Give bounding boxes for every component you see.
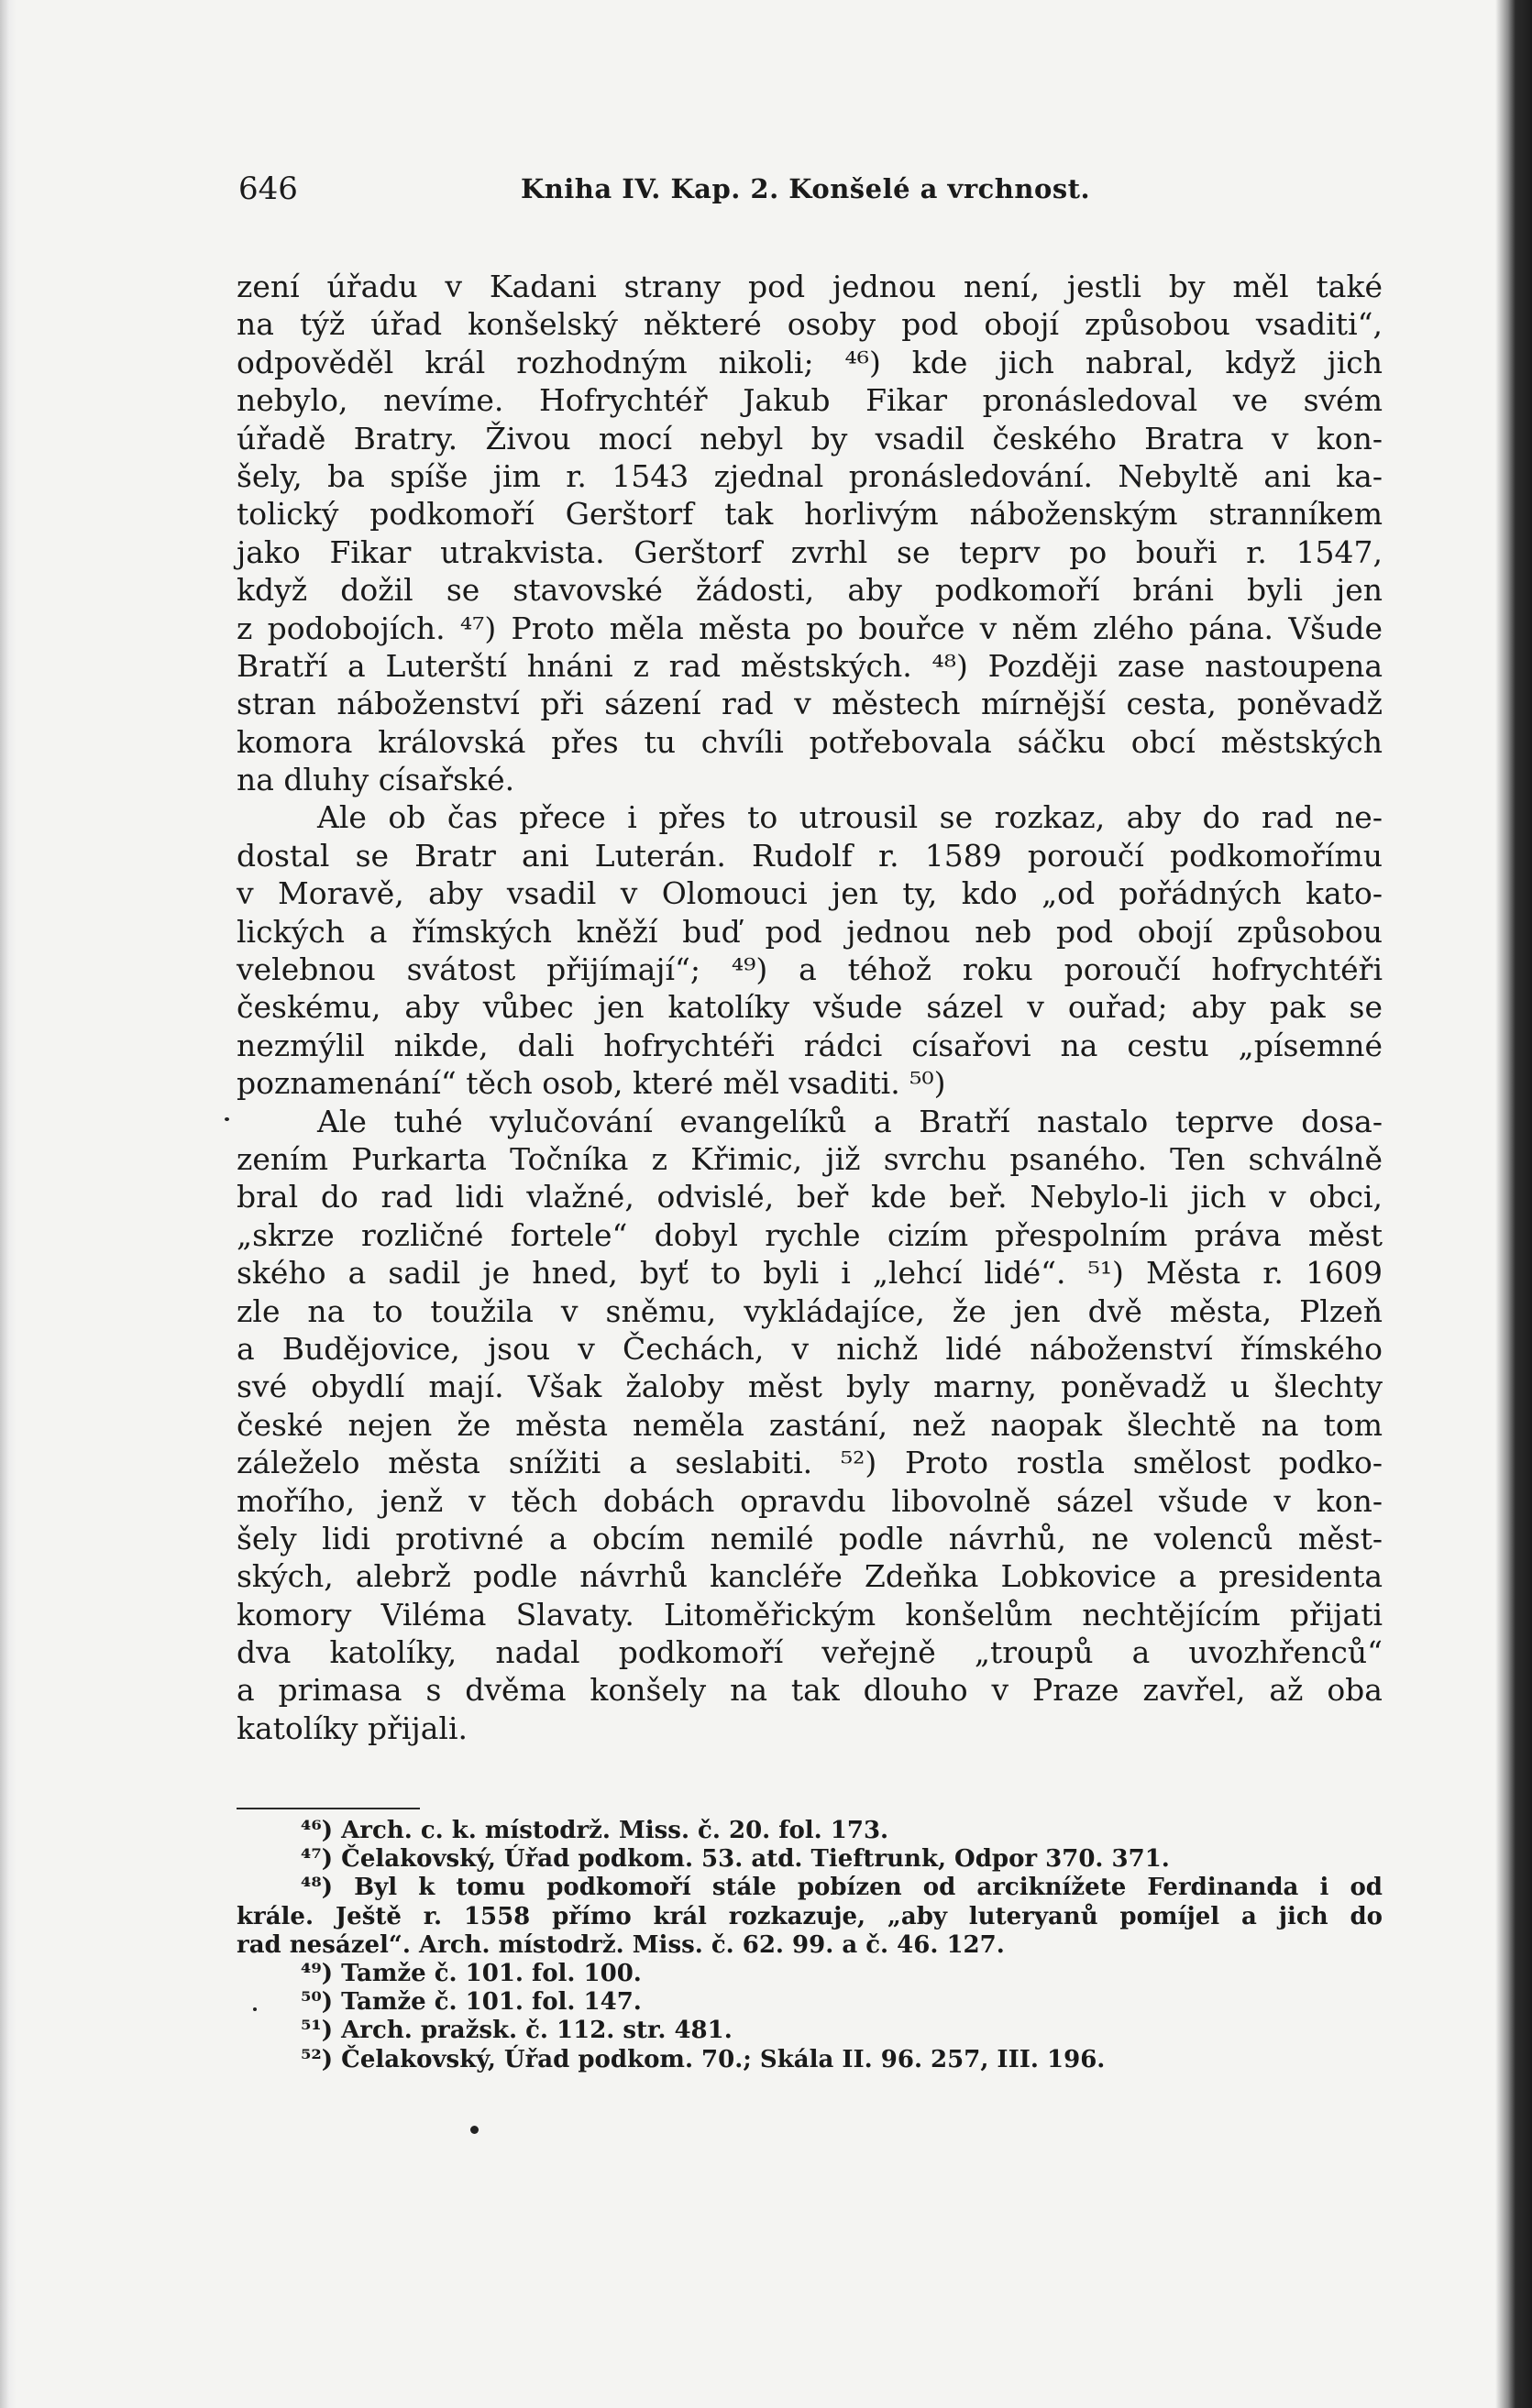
text-line: komora královská přes tu chvíli potřebovala sáčku obcí městských <box>237 723 1383 760</box>
text-line: když dožil se stavovské žádosti, aby podkomoří bráni byli jen <box>237 572 1383 609</box>
scan-right-edge <box>1495 0 1532 2408</box>
text-line: stran náboženství při sázení rad v městech mírnější cesta, poněvadž <box>237 686 1383 722</box>
ink-speck <box>225 1117 229 1121</box>
text-line: nebylo, nevíme. Hofrychtéř Jakub Fikar pronásledoval ve svém <box>237 382 1383 419</box>
paragraph-start-line: Ale tuhé vylučování evangelíků a Bratří nastalo teprve dosa- <box>317 1103 1383 1139</box>
text-line: šely lidi protivné a obcím nemilé podle návrhů, ne volenců měst- <box>237 1520 1383 1556</box>
text-line: z podobojích. ⁴⁷) Proto měla města po bouřce v něm zlého pána. Všude <box>237 610 1383 646</box>
text-line: v Moravě, aby vsadil v Olomouci jen ty, kdo „od pořádných kato- <box>237 875 1383 912</box>
page-number: 646 <box>238 170 298 207</box>
text-line: odpověděl král rozhodným nikoli; ⁴⁶) kde jich nabral, když jich <box>237 344 1383 380</box>
text-line: na týž úřad konšelský některé osoby pod obojí způsobou vsaditi“, <box>237 306 1383 343</box>
ink-speck <box>470 2126 479 2134</box>
text-line: úřadě Bratry. Živou mocí nebyl by vsadil českého Bratra v kon- <box>237 420 1383 456</box>
running-head-title: Kniha IV. Kap. 2. Konšelé a vrchnost. <box>521 173 1091 204</box>
footnote-divider <box>237 1808 420 1809</box>
text-line: katolíky přijali. <box>237 1710 468 1746</box>
text-line: šely, ba spíše jim r. 1543 zjednal pronásledování. Nebyltě ani ka- <box>237 457 1383 494</box>
text-line: české nejen že města neměla zastání, než naopak šlechtě na tom <box>237 1406 1383 1443</box>
footnote-48-continued: krále. Ještě r. 1558 přímo král rozkazuje, „aby luteryanů pomíjel a jich do <box>237 1902 1383 1930</box>
text-line: jako Fikar utrakvista. Gerštorf zvrhl se teprv po bouři r. 1547, <box>237 533 1383 570</box>
text-line: a Budějovice, jsou v Čechách, v nichž lidé náboženství římského <box>237 1330 1383 1367</box>
text-line: komory Viléma Slavaty. Litoměřickým konšelům nechtějícím přijati <box>237 1596 1383 1633</box>
text-line: Bratří a Luterští hnáni z rad městských. ⁴⁸) Později zase nastoupena <box>237 647 1383 684</box>
footnote-50: ⁵⁰) Tamže č. 101. fol. 147. <box>301 1988 642 2017</box>
text-line: ských, alebrž podle návrhů kancléře Zdeňka Lobkovice a presidenta <box>237 1558 1383 1595</box>
text-line: své obydlí mají. Však žaloby měst byly marny, poněvadž u šlechty <box>237 1369 1383 1405</box>
text-line: bral do rad lidi vlažné, odvislé, beř kde beř. Nebylo-li jich v obci, <box>237 1179 1383 1215</box>
text-line: nezmýlil nikde, dali hofrychtéři rádci císařovi na cestu „písemné <box>237 1027 1383 1063</box>
text-line: českému, aby vůbec jen katolíky všude sázel v ouřad; aby pak se <box>237 989 1383 1026</box>
ink-speck <box>253 2007 257 2011</box>
footnote-47: ⁴⁷) Čelakovský, Úřad podkom. 53. atd. Tieftrunk, Odpor 370. 371. <box>301 1845 1170 1874</box>
footnote-46: ⁴⁶) Arch. c. k. místodrž. Miss. č. 20. fol. 173. <box>301 1817 889 1844</box>
text-line: poznamenání“ těch osob, které měl vsaditi. ⁵⁰) <box>237 1065 946 1102</box>
footnote-52: ⁵²) Čelakovský, Úřad podkom. 70.; Skála II. 96. 257, III. 196. <box>301 2045 1106 2073</box>
footnote-48-continued: rad nesázel“. Arch. místodrž. Miss. č. 62. 99. a č. 46. 127. <box>237 1930 1005 1959</box>
text-line: zení úřadu v Kadani strany pod jednou není, jestli by měl také <box>237 269 1383 304</box>
text-line: na dluhy císařské. <box>237 762 515 798</box>
text-line: záleželo města snížiti a seslabiti. ⁵²) Proto rostla smělost podko- <box>237 1445 1383 1481</box>
text-line: dva katolíky, nadal podkomoří veřejně „troupů a uvozhřenců“ <box>237 1634 1383 1671</box>
text-line: mořího, jenž v těch dobách opravdu libovolně sázel všude v kon- <box>237 1482 1383 1519</box>
text-line: ského a sadil je hned, byť to byli i „lehcí lidé“. ⁵¹) Města r. 1609 <box>237 1255 1383 1292</box>
footnote-51: ⁵¹) Arch. pražsk. č. 112. str. 481. <box>301 2017 733 2045</box>
text-line: a primasa s dvěma konšely na tak dlouho v Praze zavřel, až oba <box>237 1672 1383 1709</box>
running-head <box>237 170 1383 216</box>
text-line: tolický podkomoří Gerštorf tak horlivým náboženským stranníkem <box>237 496 1383 533</box>
text-line: velebnou svátost přijímají“; ⁴⁹) a téhož roku poroučí hofrychtéři <box>237 951 1383 988</box>
text-line: dostal se Bratr ani Luterán. Rudolf r. 1589 poroučí podkomořímu <box>237 837 1383 874</box>
footnote-49: ⁴⁹) Tamže č. 101. fol. 100. <box>301 1959 642 1987</box>
text-line: zením Purkarta Točníka z Křimic, již svrchu psaného. Ten schválně <box>237 1140 1383 1177</box>
text-line: „skrze rozličné fortele“ dobyl rychle cizím přespolním práva měst <box>237 1216 1383 1253</box>
footnote-48: ⁴⁸) Byl k tomu podkomoří stále pobízen od arciknížete Ferdinanda i od <box>301 1874 1383 1902</box>
scan-left-edge <box>0 0 17 2408</box>
text-line: zle na to toužila v sněmu, vykládajíce, že jen dvě města, Plzeň <box>237 1292 1383 1329</box>
text-line: lických a římských kněží buď pod jednou neb pod obojí způsobou <box>237 913 1383 950</box>
paragraph-start-line: Ale ob čas přece i přes to utrousil se rozkaz, aby do rad ne- <box>317 799 1383 836</box>
footnotes <box>237 1817 1383 2074</box>
body-text <box>237 268 1383 1747</box>
book-page <box>237 0 1383 2408</box>
